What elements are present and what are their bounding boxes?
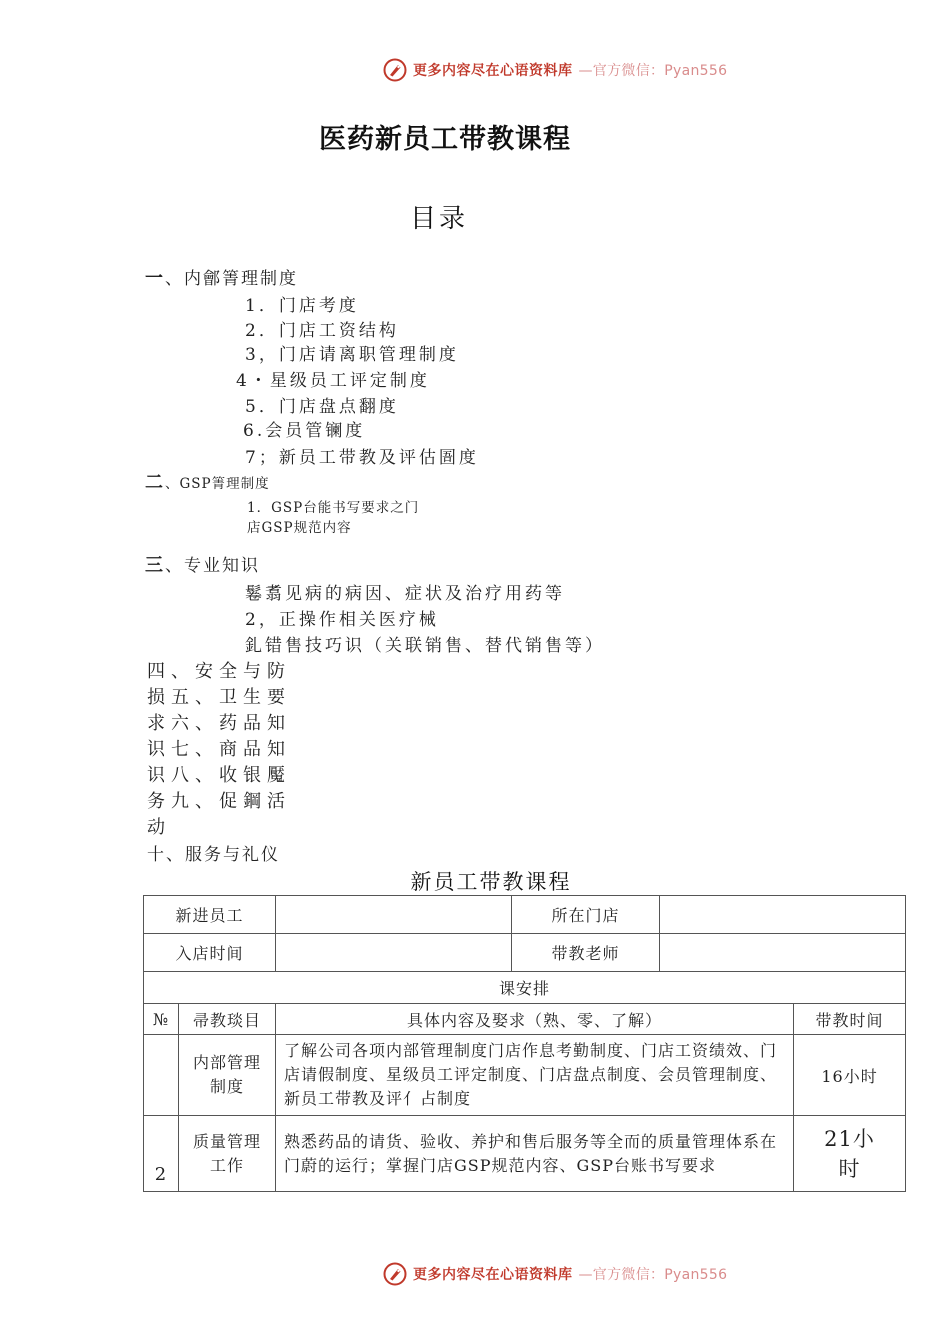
row-time: 16小时 (794, 1035, 906, 1116)
toc-item: 5．门店盘点翻度 (245, 397, 399, 417)
pen-nib-logo-icon (383, 58, 407, 82)
toc-wrapped-line: 务九、促鋼活 (147, 791, 291, 812)
watermark-sub-text: —官方微信：Pyan556 (578, 1267, 728, 1283)
toc-section-1 (145, 264, 298, 290)
toc-section-2 (145, 468, 270, 494)
pen-nib-logo-icon (383, 1262, 407, 1286)
toc-wrapped-line: 识七、商品知 (147, 739, 291, 760)
row-subject: 质量管理工作 (179, 1116, 276, 1192)
schedule-label: 课安排 (144, 972, 906, 1004)
col-header-no: № (144, 1004, 179, 1035)
store-value[interactable] (660, 896, 906, 934)
row-content: 了解公司各项内部管理制度门店作息考勤制度、门店工资绩效、门店请假制度、星级员工评定制度、门店盘点制度、会员管理制度、新员工带教及评亻占制度 (276, 1035, 794, 1116)
new-employee-value[interactable] (276, 896, 512, 934)
toc-item: 3，门店请离职管理制度 (245, 345, 459, 365)
section-number: 三 (145, 555, 165, 576)
toc-item: 店GSP规范内容 (247, 520, 352, 536)
watermark-sub-text: —官方微信：Pyan556 (578, 63, 728, 79)
info-label-store: 所在门店 (512, 896, 660, 934)
table-row (144, 1035, 906, 1116)
toc-item: 2．门店工资结构 (245, 321, 399, 341)
toc-wrapped-line: 求六、药品知 (147, 713, 291, 734)
toc-wrapped-line: 四、安全与防 (147, 661, 291, 682)
row-time: 21小时 (794, 1116, 906, 1192)
toc-heading: 目录 (409, 204, 468, 234)
course-table (143, 895, 906, 1192)
table-row (144, 1116, 906, 1192)
table-title: 新员工带教课程 (410, 870, 572, 894)
section-title: 、专业知识 (165, 556, 260, 576)
section-number: 一 (145, 268, 165, 289)
toc-item: 4・星级员工评定制度 (236, 371, 430, 391)
row-number (144, 1035, 179, 1116)
mentor-value[interactable] (660, 934, 906, 972)
toc-item: 1．门店考度 (245, 296, 359, 316)
col-header-subject: 帚教琰目 (179, 1004, 276, 1035)
section-title: 、GSP箐理制度 (165, 476, 270, 492)
toc-item: 6.会员管镧度 (243, 421, 366, 441)
info-label-join-date: 入店时间 (144, 934, 276, 972)
info-label-new-employee: 新进员工 (144, 896, 276, 934)
watermark-banner-bottom (383, 1261, 727, 1287)
schedule-row (144, 972, 906, 1004)
toc-wrapped-line: 损五、卫生要 (147, 687, 291, 708)
section-number: 二 (145, 472, 165, 493)
row-number: 2 (144, 1116, 179, 1192)
info-row (144, 896, 906, 934)
info-label-mentor: 带教老师 (512, 934, 660, 972)
watermark-banner-top (383, 57, 727, 83)
toc-section-3 (145, 551, 260, 577)
toc-item: 1．GSP台能书写要求之门 (247, 500, 420, 516)
row-subject: 内部管理制度 (179, 1035, 276, 1116)
watermark-main-text: 更多内容尽在心语资料库 (413, 1267, 573, 1283)
toc-item: 鬈翥见病的病因、症状及治疗用药等 (245, 584, 565, 604)
col-header-content: 具体内容及娶求（熟、零、了解） (276, 1004, 794, 1035)
info-row (144, 934, 906, 972)
toc-wrapped-line: 动 (147, 817, 171, 838)
document-title: 医药新员工带教课程 (319, 124, 571, 155)
row-content: 熟悉药品的请货、验收、养护和售后服务等全而的质量管理体系在门蔚的运行；掌握门店GSP规范内容、GSP台账书写要求 (276, 1116, 794, 1192)
header-row (144, 1004, 906, 1035)
watermark-main-text: 更多内容尽在心语资料库 (413, 63, 573, 79)
toc-item: 7；新员工带教及评估圄度 (245, 448, 479, 468)
toc-wrapped-line: 识八、收银魘 (147, 765, 291, 786)
toc-item: 釓错售技巧识（关联销售、替代销售等） (245, 636, 605, 656)
join-date-value[interactable] (276, 934, 512, 972)
section-title: 、内鄶箐理制度 (165, 269, 298, 289)
col-header-time: 带教时间 (794, 1004, 906, 1035)
toc-item: 2，正操作相关医疗械 (245, 610, 439, 630)
toc-wrapped-line: 十、服务与礼仪 (147, 845, 280, 865)
